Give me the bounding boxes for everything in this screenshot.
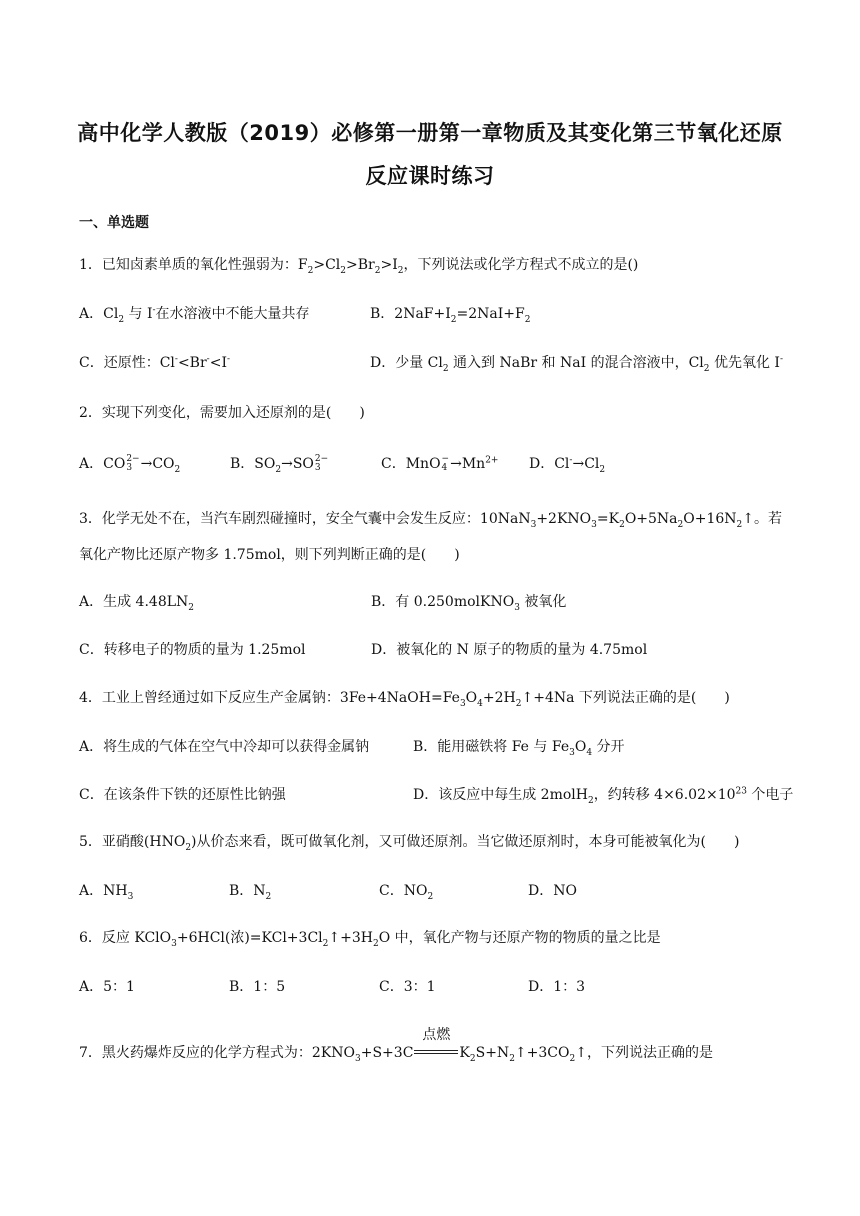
question-2-option-a[interactable]: A．CO 2− 3 $\to CO_2$ [79, 454, 181, 475]
question-6-option-c[interactable]: C．3：1 [379, 979, 436, 995]
question-6-option-a[interactable]: A．5：1 [79, 979, 135, 995]
question-5-option-b[interactable]: B．$N_2$ [229, 883, 272, 902]
question-1-stem: 1．已知卤素单质的氧化性强弱为：$F_2>Cl_2>Br_2>I_2$，下列说法或化学方程式不成立的是() [79, 257, 639, 276]
question-3-option-a[interactable]: A．生成 $4.48LN_2$ [79, 594, 195, 613]
question-1-option-b[interactable]: B．$2NaF+I_2=2NaI+F_2$ [370, 306, 531, 325]
question-3-option-b[interactable]: B．有 0.250molKNO$_3$ 被氧化 [371, 594, 567, 613]
question-2-stem: 2．实现下列变化，需要加入还原剂的是( ) [79, 405, 365, 421]
question-2-option-d[interactable]: D．$Cl^-\to Cl_2$ [529, 455, 606, 475]
document-title-line-2: 反应课时练习 [365, 164, 495, 188]
reaction-condition-arrow [414, 1027, 458, 1063]
question-3-stem-line-2: 氧化产物比还原产物多 1.75mol，则下列判断正确的是( ) [79, 547, 460, 563]
question-7-stem: 7．黑火药爆炸反应的化学方程式为：$2KNO_3+S+3C$ 点燃 $K_2S+N_2↑+3CO_2↑$，下列说法正确的是 [79, 1027, 713, 1064]
question-4-stem: 4．工业上曾经通过如下反应生产金属钠：$3Fe+4NaOH=Fe_3O_4+2H_2↑+4Na$ 下列说法正确的是( ) [79, 690, 730, 709]
question-5-stem: 5．亚硝酸$(HNO_2)$从价态来看，既可做氧化剂，又可做还原剂。当它做还原剂时，本身可能被氧化为( ) [79, 834, 740, 853]
document-title-line-1: 高中化学人教版（2019）必修第一册第一章物质及其变化第三节氧化还原 [77, 121, 783, 145]
question-2-option-c[interactable]: C．MnO − 4 $\to Mn^{2+}$ [381, 454, 499, 473]
question-3-option-d[interactable]: D．被氧化的 N 原子的物质的量为 4.75mol [371, 642, 648, 658]
question-2-option-b[interactable]: B．$SO_2\to SO$ 2− 3 [230, 454, 329, 475]
section-heading: 一、单选题 [79, 215, 149, 231]
question-6-option-d[interactable]: D．1：3 [528, 979, 586, 995]
question-6-stem: 6．反应 KClO$_3$+6HCl(浓)$=KCl+3Cl_2↑+3H_2O$ 中，氧化产物与还原产物的物质的量之比是 [79, 930, 661, 949]
question-4-option-c[interactable]: C．在该条件下铁的还原性比钠强 [79, 787, 286, 803]
question-3-option-c[interactable]: C．转移电子的物质的量为 1.25mol [79, 642, 306, 658]
question-1-option-c[interactable]: C．还原性：Cl-<Br-<I- [79, 354, 231, 371]
question-1-option-d[interactable]: D．少量 $Cl_2$ 通入到 NaBr 和 NaI 的混合溶液中，$Cl_2$ 优先氧化 I- [370, 354, 783, 374]
question-3-stem-line-1: 3．化学无处不在，当汽车剧烈碰撞时，安全气囊中会发生反应：$10NaN_3+2KNO_3=K_2O+5Na_2O+16N_2↑$。若 [79, 511, 783, 530]
question-5-option-d[interactable]: D．NO [528, 883, 577, 899]
question-5-option-a[interactable]: A．$NH_3$ [79, 883, 134, 902]
question-1-option-a[interactable]: A．$Cl_2$ 与 I-在水溶液中不能大量共存 [79, 305, 310, 325]
question-5-option-c[interactable]: C．$NO_2$ [379, 883, 434, 902]
question-6-option-b[interactable]: B．1：5 [229, 979, 286, 995]
reaction-condition-label: 点燃 [422, 1027, 451, 1043]
question-4-option-b[interactable]: B．能用磁铁将 Fe 与 $Fe_3O_4$ 分开 [413, 739, 625, 758]
question-4-option-d[interactable]: D．该反应中每生成 2molH$_2$，约转移 $4\times 6.02\times 10^{23}$ 个电子 [413, 786, 794, 806]
question-4-option-a[interactable]: A．将生成的气体在空气中冷却可以获得金属钠 [79, 739, 370, 755]
